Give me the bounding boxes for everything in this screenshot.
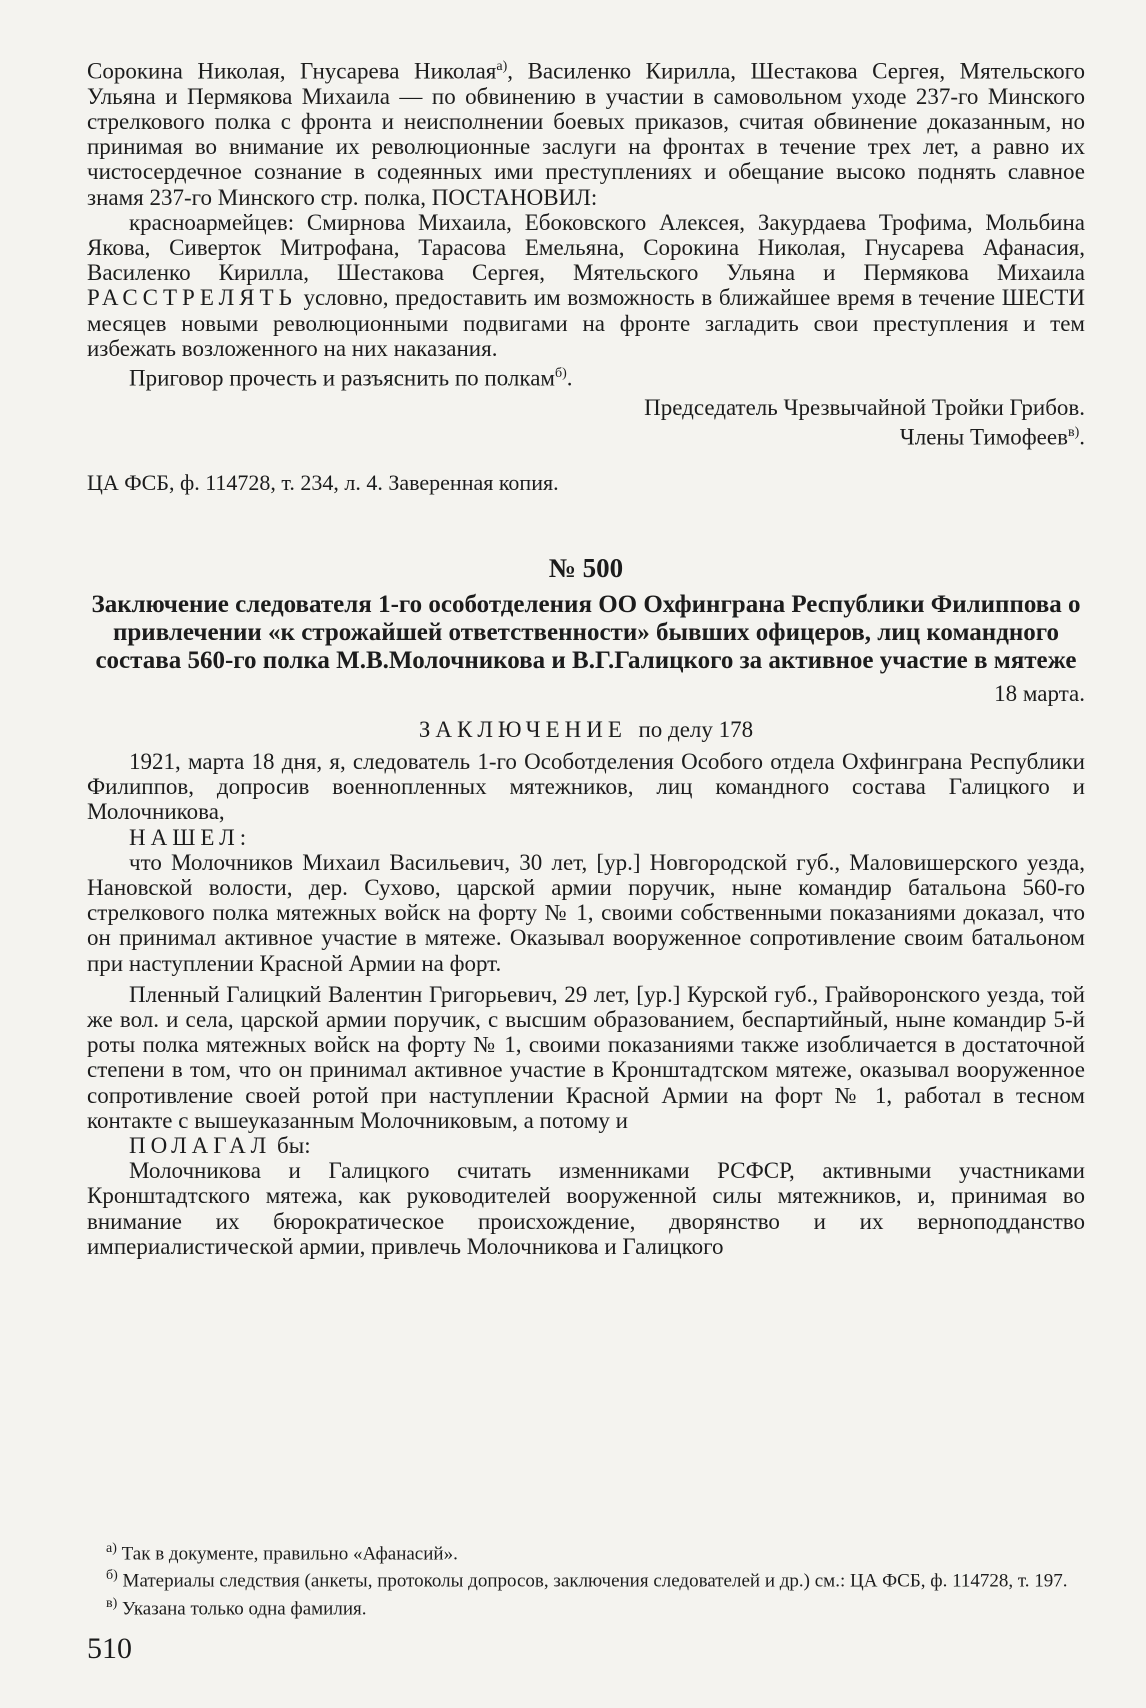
page-number: 510 (87, 1632, 132, 1665)
footnote-ref-b: б) (554, 366, 567, 382)
found-label: НАШЕЛ: (129, 824, 252, 850)
body-paragraph-3: Пленный Галицкий Валентин Григорьевич, 29 лет, [ур.] Курской губ., Грайворонского уезда, той же вол. и села, царской армии поручик, с высшим образованием, беспартийный, ныне командир 5-й роты полка мятежных войск на форту № 1, своими показаниями также изобличается в достаточной степени в том, что он принимал активное участие в Кронштадтском мятеже, оказывал вооруженное сопротивление своей ротой при наступлении Красной Армии на форт № 1, работал в тесном контакте с вышеуказанным Молочниковым, а потому и (87, 981, 1085, 1133)
footnote: $^{в)}$ Указана только одна фамилия. (106, 1595, 367, 1619)
footnotes (87, 1538, 1085, 1620)
body-paragraph-2: что Молочников Михаил Васильевич, 30 лет, [ур.] Новгородской губ., Маловишерского уезда, Нановской волости, дер. Сухово, царской армии поручик, ныне командир батальона 560-го стрелкового полка мятежных войск на форту № 1, своими собственными показаниями доказал, что он принимал активное участие в мятеже. Оказывал вооруженное сопротивление своим батальоном при наступлении Красной Армии на форт. (87, 849, 1085, 976)
signature-members: Члены Тимофеев$^{в)}$. (899, 424, 1085, 450)
verdict-paragraph-2: красноармейцев: Смирнова Михаила, Ебоковского Алексея, Закурдаева Трофима, Мольбина Якова, Сиверток Митрофана, Тарасова Емельяна, Сорокина Николая, Гнусарева Афанасия, Василенко Кирилла, Шестакова Сергея, Мятельского Ульяна и Пермякова Михаила РАССТРЕЛЯТЬ условно, предоставить им возможность в ближайшее время в течение ШЕСТИ месяцев новыми революционными подвигами на фронте загладить свои преступления и тем избежать возложенного на них наказания. (87, 209, 1086, 361)
document-heading: ЗАКЛЮЧЕНИЕ по делу 178 (418, 717, 754, 743)
signature-chairman: Председатель Чрезвычайной Тройки Грибов. (644, 394, 1085, 420)
footnote-ref-a: а) (496, 59, 508, 74)
document-number: № 500 (548, 553, 624, 584)
verdict-paragraph-1: Сорокина Николая, Гнусарева Николая$^{а)}$, Василенко Кирилла, Шестакова Сергея, Мятельского Ульяна и Пермякова Михаила — по обвинению в участии в самовольном уходе 237-го Минского стрелкового полка с фронта и неисполнении боевых приказов, считая обвинение доказанным, но принимая во внимание их революционные заслуги на фронтах в течение трех лет, а равно их чистосердечное сознание в содеянных ими преступлениях и обещание высоко поднять славное знамя 237-го Минского стр. полка, ПОСТАНОВИЛ: (87, 58, 1085, 210)
verdict-paragraph-3: Приговор прочесть и разъяснить по полкам$^{б)}$. (129, 365, 573, 391)
document-page (87, 54, 1085, 1259)
sentence-word: РАССТРЕЛЯТЬ (87, 285, 297, 311)
suppose-label: ПОЛАГАЛ бы: (129, 1133, 311, 1159)
footnote: $^{а)}$ Так в документе, правильно «Афанасий». (106, 1541, 458, 1565)
document-title: Заключение следователя 1-го особотделения ОО Охфинграна Республики Филиппова о привлечении «к строжайшей ответственности» бывших офицеров, лиц командного состава 560-го полка М.В.Молочникова и В.Г.Галицкого за активное участие в мятеже (91, 591, 1081, 675)
footnote: $^{б)}$ Материалы следствия (анкеты, протоколы допросов, заключения следователей и др.) см.: ЦА ФСБ, ф. 114728, т. 197. (106, 1568, 1068, 1592)
footnote-ref-v: в) (1067, 425, 1080, 441)
body-paragraph-4: Молочникова и Галицкого считать изменниками РСФСР, активными участниками Кронштадтского мятежа, как руководителей вооруженной силы мятежников, и, принимая во внимание их бюрократическое происхождение, дворянство и их верноподданство империалистической армии, привлечь Молочникова и Галицкого (87, 1158, 1085, 1259)
body-paragraph-1: 1921, марта 18 дня, я, следователь 1-го Особотделения Особого отдела Охфинграна Республики Филиппов, допросив военнопленных мятежников, лиц командного состава Галицкого и Молочникова, (87, 749, 1085, 825)
document-date: 18 марта. (994, 681, 1085, 707)
archive-source: ЦА ФСБ, ф. 114728, т. 234, л. 4. Заверенная копия. (87, 470, 559, 496)
